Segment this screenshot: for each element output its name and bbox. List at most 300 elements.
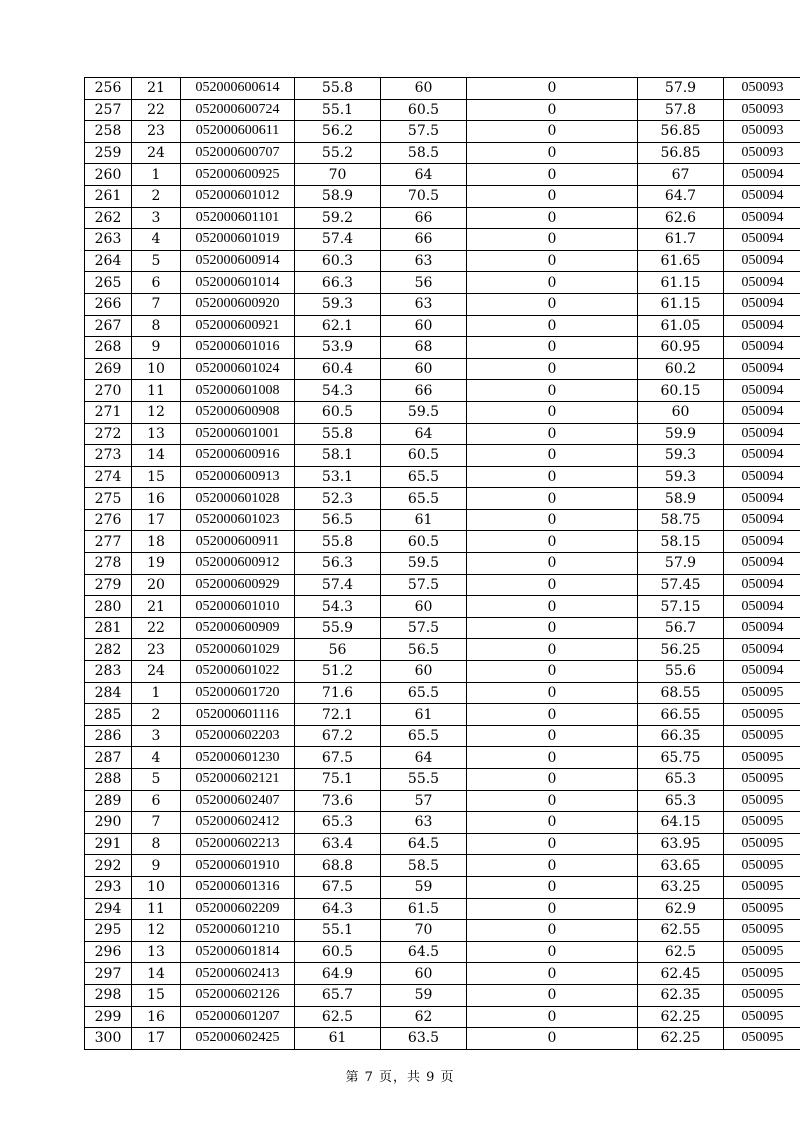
score-a-cell: 62.5 [295, 1006, 381, 1028]
ticket-id-cell: 052000601207 [181, 1006, 295, 1028]
score-table-body [85, 78, 800, 1050]
group-rank-cell: 22 [132, 617, 181, 639]
seq-cell: 273 [85, 445, 132, 467]
score-a-cell: 55.2 [295, 142, 381, 164]
score-b-cell: 58.5 [381, 142, 467, 164]
score-b-cell: 66 [381, 207, 467, 229]
bonus-cell: 0 [467, 78, 638, 100]
total-cell: 61.05 [638, 315, 724, 337]
score-b-cell: 60 [381, 661, 467, 683]
bonus-cell: 0 [467, 876, 638, 898]
seq-cell: 263 [85, 229, 132, 251]
score-a-cell: 53.9 [295, 337, 381, 359]
bonus-cell: 0 [467, 790, 638, 812]
table-row [85, 963, 800, 985]
score-b-cell: 63 [381, 293, 467, 315]
score-b-cell: 59 [381, 876, 467, 898]
score-b-cell: 64 [381, 423, 467, 445]
position-code-cell: 050095 [724, 682, 800, 704]
table-row [85, 488, 800, 510]
score-b-cell: 58.5 [381, 855, 467, 877]
seq-cell: 260 [85, 164, 132, 186]
ticket-id-cell: 052000600921 [181, 315, 295, 337]
ticket-id-cell: 052000601023 [181, 509, 295, 531]
seq-cell: 257 [85, 99, 132, 121]
total-cell: 60.95 [638, 337, 724, 359]
score-a-cell: 55.1 [295, 920, 381, 942]
group-rank-cell: 8 [132, 315, 181, 337]
group-rank-cell: 21 [132, 596, 181, 618]
seq-cell: 288 [85, 769, 132, 791]
group-rank-cell: 15 [132, 466, 181, 488]
seq-cell: 276 [85, 509, 132, 531]
ticket-id-cell: 052000600911 [181, 531, 295, 553]
position-code-cell: 050094 [724, 358, 800, 380]
ticket-id-cell: 052000602425 [181, 1028, 295, 1050]
total-cell: 58.75 [638, 509, 724, 531]
seq-cell: 282 [85, 639, 132, 661]
ticket-id-cell: 052000600929 [181, 574, 295, 596]
position-code-cell: 050094 [724, 293, 800, 315]
table-row [85, 423, 800, 445]
total-cell: 56.7 [638, 617, 724, 639]
total-cell: 63.25 [638, 876, 724, 898]
score-b-cell: 70.5 [381, 185, 467, 207]
group-rank-cell: 3 [132, 207, 181, 229]
bonus-cell: 0 [467, 509, 638, 531]
score-a-cell: 55.8 [295, 423, 381, 445]
total-cell: 64.7 [638, 185, 724, 207]
score-b-cell: 60.5 [381, 445, 467, 467]
bonus-cell: 0 [467, 682, 638, 704]
table-row [85, 725, 800, 747]
table-row [85, 531, 800, 553]
seq-cell: 279 [85, 574, 132, 596]
group-rank-cell: 3 [132, 725, 181, 747]
bonus-cell: 0 [467, 833, 638, 855]
table-row [85, 769, 800, 791]
seq-cell: 293 [85, 876, 132, 898]
bonus-cell: 0 [467, 574, 638, 596]
position-code-cell: 050095 [724, 984, 800, 1006]
table-row [85, 682, 800, 704]
group-rank-cell: 22 [132, 99, 181, 121]
group-rank-cell: 7 [132, 293, 181, 315]
table-row [85, 78, 800, 100]
total-cell: 62.25 [638, 1028, 724, 1050]
bonus-cell: 0 [467, 855, 638, 877]
bonus-cell: 0 [467, 488, 638, 510]
total-cell: 56.85 [638, 142, 724, 164]
table-row [85, 250, 800, 272]
seq-cell: 259 [85, 142, 132, 164]
ticket-id-cell: 052000600614 [181, 78, 295, 100]
table-row [85, 445, 800, 467]
score-b-cell: 61 [381, 509, 467, 531]
bonus-cell: 0 [467, 617, 638, 639]
score-a-cell: 64.3 [295, 898, 381, 920]
score-a-cell: 55.9 [295, 617, 381, 639]
total-cell: 61.7 [638, 229, 724, 251]
ticket-id-cell: 052000601014 [181, 272, 295, 294]
bonus-cell: 0 [467, 315, 638, 337]
score-b-cell: 60.5 [381, 99, 467, 121]
total-cell: 59.9 [638, 423, 724, 445]
group-rank-cell: 2 [132, 704, 181, 726]
total-cell: 62.6 [638, 207, 724, 229]
score-a-cell: 60.5 [295, 941, 381, 963]
bonus-cell: 0 [467, 661, 638, 683]
position-code-cell: 050093 [724, 142, 800, 164]
table-row [85, 229, 800, 251]
seq-cell: 271 [85, 401, 132, 423]
group-rank-cell: 10 [132, 358, 181, 380]
table-row [85, 293, 800, 315]
ticket-id-cell: 052000601814 [181, 941, 295, 963]
group-rank-cell: 13 [132, 423, 181, 445]
ticket-id-cell: 052000602413 [181, 963, 295, 985]
group-rank-cell: 13 [132, 941, 181, 963]
seq-cell: 274 [85, 466, 132, 488]
table-row [85, 207, 800, 229]
bonus-cell: 0 [467, 1006, 638, 1028]
score-b-cell: 56.5 [381, 639, 467, 661]
score-b-cell: 65.5 [381, 682, 467, 704]
position-code-cell: 050094 [724, 380, 800, 402]
score-a-cell: 64.9 [295, 963, 381, 985]
total-cell: 62.45 [638, 963, 724, 985]
seq-cell: 266 [85, 293, 132, 315]
ticket-id-cell: 052000600925 [181, 164, 295, 186]
position-code-cell: 050094 [724, 509, 800, 531]
ticket-id-cell: 052000601016 [181, 337, 295, 359]
seq-cell: 280 [85, 596, 132, 618]
score-b-cell: 56 [381, 272, 467, 294]
seq-cell: 272 [85, 423, 132, 445]
ticket-id-cell: 052000601116 [181, 704, 295, 726]
total-cell: 63.95 [638, 833, 724, 855]
table-row [85, 574, 800, 596]
seq-cell: 277 [85, 531, 132, 553]
score-a-cell: 56.2 [295, 121, 381, 143]
table-row [85, 984, 800, 1006]
group-rank-cell: 11 [132, 380, 181, 402]
total-cell: 60.2 [638, 358, 724, 380]
seq-cell: 291 [85, 833, 132, 855]
ticket-id-cell: 052000601230 [181, 747, 295, 769]
score-b-cell: 63 [381, 812, 467, 834]
score-b-cell: 57 [381, 790, 467, 812]
position-code-cell: 050095 [724, 725, 800, 747]
position-code-cell: 050094 [724, 596, 800, 618]
bonus-cell: 0 [467, 337, 638, 359]
score-b-cell: 57.5 [381, 121, 467, 143]
position-code-cell: 050095 [724, 747, 800, 769]
total-cell: 58.15 [638, 531, 724, 553]
total-cell: 57.9 [638, 553, 724, 575]
score-a-cell: 70 [295, 164, 381, 186]
ticket-id-cell: 052000602203 [181, 725, 295, 747]
ticket-id-cell: 052000600707 [181, 142, 295, 164]
group-rank-cell: 19 [132, 553, 181, 575]
seq-cell: 300 [85, 1028, 132, 1050]
page-footer: 第 7 页，共 9 页 [345, 1070, 455, 1085]
seq-cell: 268 [85, 337, 132, 359]
total-cell: 62.5 [638, 941, 724, 963]
group-rank-cell: 6 [132, 272, 181, 294]
score-a-cell: 63.4 [295, 833, 381, 855]
position-code-cell: 050095 [724, 920, 800, 942]
bonus-cell: 0 [467, 121, 638, 143]
bonus-cell: 0 [467, 704, 638, 726]
score-a-cell: 54.3 [295, 596, 381, 618]
total-cell: 59.3 [638, 466, 724, 488]
table-row [85, 380, 800, 402]
score-a-cell: 72.1 [295, 704, 381, 726]
seq-cell: 295 [85, 920, 132, 942]
score-a-cell: 65.3 [295, 812, 381, 834]
position-code-cell: 050094 [724, 164, 800, 186]
seq-cell: 270 [85, 380, 132, 402]
position-code-cell: 050094 [724, 553, 800, 575]
position-code-cell: 050094 [724, 185, 800, 207]
bonus-cell: 0 [467, 293, 638, 315]
ticket-id-cell: 052000602407 [181, 790, 295, 812]
bonus-cell: 0 [467, 941, 638, 963]
score-b-cell: 65.5 [381, 466, 467, 488]
ticket-id-cell: 052000601029 [181, 639, 295, 661]
ticket-id-cell: 052000601012 [181, 185, 295, 207]
score-b-cell: 61 [381, 704, 467, 726]
group-rank-cell: 24 [132, 142, 181, 164]
seq-cell: 296 [85, 941, 132, 963]
group-rank-cell: 17 [132, 1028, 181, 1050]
seq-cell: 298 [85, 984, 132, 1006]
table-row [85, 833, 800, 855]
seq-cell: 264 [85, 250, 132, 272]
position-code-cell: 050094 [724, 315, 800, 337]
total-cell: 66.35 [638, 725, 724, 747]
ticket-id-cell: 052000601010 [181, 596, 295, 618]
score-a-cell: 73.6 [295, 790, 381, 812]
seq-cell: 299 [85, 1006, 132, 1028]
group-rank-cell: 14 [132, 445, 181, 467]
position-code-cell: 050094 [724, 250, 800, 272]
bonus-cell: 0 [467, 769, 638, 791]
score-a-cell: 53.1 [295, 466, 381, 488]
position-code-cell: 050095 [724, 812, 800, 834]
seq-cell: 281 [85, 617, 132, 639]
ticket-id-cell: 052000600908 [181, 401, 295, 423]
score-a-cell: 60.4 [295, 358, 381, 380]
ticket-id-cell: 052000601316 [181, 876, 295, 898]
group-rank-cell: 7 [132, 812, 181, 834]
total-cell: 61.15 [638, 293, 724, 315]
group-rank-cell: 1 [132, 682, 181, 704]
seq-cell: 269 [85, 358, 132, 380]
ticket-id-cell: 052000600913 [181, 466, 295, 488]
ticket-id-cell: 052000601024 [181, 358, 295, 380]
score-a-cell: 67.2 [295, 725, 381, 747]
score-b-cell: 64 [381, 747, 467, 769]
seq-cell: 261 [85, 185, 132, 207]
bonus-cell: 0 [467, 207, 638, 229]
total-cell: 68.55 [638, 682, 724, 704]
group-rank-cell: 12 [132, 401, 181, 423]
seq-cell: 289 [85, 790, 132, 812]
bonus-cell: 0 [467, 596, 638, 618]
seq-cell: 283 [85, 661, 132, 683]
score-a-cell: 59.3 [295, 293, 381, 315]
score-a-cell: 67.5 [295, 876, 381, 898]
bonus-cell: 0 [467, 142, 638, 164]
score-b-cell: 64.5 [381, 941, 467, 963]
position-code-cell: 050093 [724, 121, 800, 143]
group-rank-cell: 14 [132, 963, 181, 985]
table-row [85, 790, 800, 812]
group-rank-cell: 9 [132, 337, 181, 359]
total-cell: 62.55 [638, 920, 724, 942]
table-row [85, 617, 800, 639]
bonus-cell: 0 [467, 445, 638, 467]
bonus-cell: 0 [467, 963, 638, 985]
bonus-cell: 0 [467, 531, 638, 553]
score-b-cell: 70 [381, 920, 467, 942]
table-row [85, 747, 800, 769]
total-cell: 66.55 [638, 704, 724, 726]
table-row [85, 920, 800, 942]
table-row [85, 272, 800, 294]
score-b-cell: 66 [381, 229, 467, 251]
total-cell: 56.25 [638, 639, 724, 661]
score-b-cell: 68 [381, 337, 467, 359]
position-code-cell: 050095 [724, 941, 800, 963]
table-row [85, 596, 800, 618]
score-b-cell: 60 [381, 315, 467, 337]
bonus-cell: 0 [467, 250, 638, 272]
group-rank-cell: 6 [132, 790, 181, 812]
score-a-cell: 58.9 [295, 185, 381, 207]
seq-cell: 267 [85, 315, 132, 337]
score-a-cell: 75.1 [295, 769, 381, 791]
total-cell: 57.15 [638, 596, 724, 618]
bonus-cell: 0 [467, 920, 638, 942]
score-b-cell: 60 [381, 596, 467, 618]
table-row [85, 898, 800, 920]
position-code-cell: 050093 [724, 78, 800, 100]
score-a-cell: 62.1 [295, 315, 381, 337]
total-cell: 67 [638, 164, 724, 186]
seq-cell: 284 [85, 682, 132, 704]
ticket-id-cell: 052000600912 [181, 553, 295, 575]
ticket-id-cell: 052000601022 [181, 661, 295, 683]
score-b-cell: 60 [381, 963, 467, 985]
total-cell: 61.15 [638, 272, 724, 294]
table-row [85, 876, 800, 898]
score-b-cell: 59.5 [381, 401, 467, 423]
bonus-cell: 0 [467, 358, 638, 380]
position-code-cell: 050094 [724, 423, 800, 445]
bonus-cell: 0 [467, 380, 638, 402]
total-cell: 57.9 [638, 78, 724, 100]
group-rank-cell: 15 [132, 984, 181, 1006]
bonus-cell: 0 [467, 725, 638, 747]
position-code-cell: 050095 [724, 1028, 800, 1050]
position-code-cell: 050094 [724, 661, 800, 683]
score-b-cell: 65.5 [381, 488, 467, 510]
table-row [85, 315, 800, 337]
bonus-cell: 0 [467, 812, 638, 834]
total-cell: 65.3 [638, 790, 724, 812]
bonus-cell: 0 [467, 423, 638, 445]
position-code-cell: 050094 [724, 445, 800, 467]
ticket-id-cell: 052000600724 [181, 99, 295, 121]
table-row [85, 704, 800, 726]
seq-cell: 285 [85, 704, 132, 726]
total-cell: 58.9 [638, 488, 724, 510]
group-rank-cell: 23 [132, 639, 181, 661]
ticket-id-cell: 052000600916 [181, 445, 295, 467]
score-a-cell: 59.2 [295, 207, 381, 229]
score-a-cell: 51.2 [295, 661, 381, 683]
position-code-cell: 050094 [724, 488, 800, 510]
total-cell: 63.65 [638, 855, 724, 877]
score-b-cell: 62 [381, 1006, 467, 1028]
table-row [85, 121, 800, 143]
score-b-cell: 64.5 [381, 833, 467, 855]
bonus-cell: 0 [467, 747, 638, 769]
score-b-cell: 60 [381, 78, 467, 100]
score-a-cell: 55.8 [295, 531, 381, 553]
score-b-cell: 61.5 [381, 898, 467, 920]
score-b-cell: 55.5 [381, 769, 467, 791]
total-cell: 65.75 [638, 747, 724, 769]
table-row [85, 164, 800, 186]
group-rank-cell: 11 [132, 898, 181, 920]
table-row [85, 99, 800, 121]
score-a-cell: 55.8 [295, 78, 381, 100]
total-cell: 62.25 [638, 1006, 724, 1028]
table-row [85, 553, 800, 575]
position-code-cell: 050095 [724, 963, 800, 985]
score-a-cell: 66.3 [295, 272, 381, 294]
table-row [85, 639, 800, 661]
score-b-cell: 66 [381, 380, 467, 402]
position-code-cell: 050095 [724, 855, 800, 877]
score-b-cell: 60.5 [381, 531, 467, 553]
group-rank-cell: 1 [132, 164, 181, 186]
bonus-cell: 0 [467, 164, 638, 186]
position-code-cell: 050094 [724, 207, 800, 229]
score-b-cell: 65.5 [381, 725, 467, 747]
score-a-cell: 52.3 [295, 488, 381, 510]
ticket-id-cell: 052000601001 [181, 423, 295, 445]
group-rank-cell: 4 [132, 229, 181, 251]
group-rank-cell: 21 [132, 78, 181, 100]
total-cell: 64.15 [638, 812, 724, 834]
group-rank-cell: 10 [132, 876, 181, 898]
group-rank-cell: 8 [132, 833, 181, 855]
table-row [85, 185, 800, 207]
ticket-id-cell: 052000601008 [181, 380, 295, 402]
position-code-cell: 050093 [724, 99, 800, 121]
score-a-cell: 56.5 [295, 509, 381, 531]
ticket-id-cell: 052000602213 [181, 833, 295, 855]
position-code-cell: 050095 [724, 876, 800, 898]
total-cell: 60 [638, 401, 724, 423]
position-code-cell: 050094 [724, 401, 800, 423]
bonus-cell: 0 [467, 185, 638, 207]
